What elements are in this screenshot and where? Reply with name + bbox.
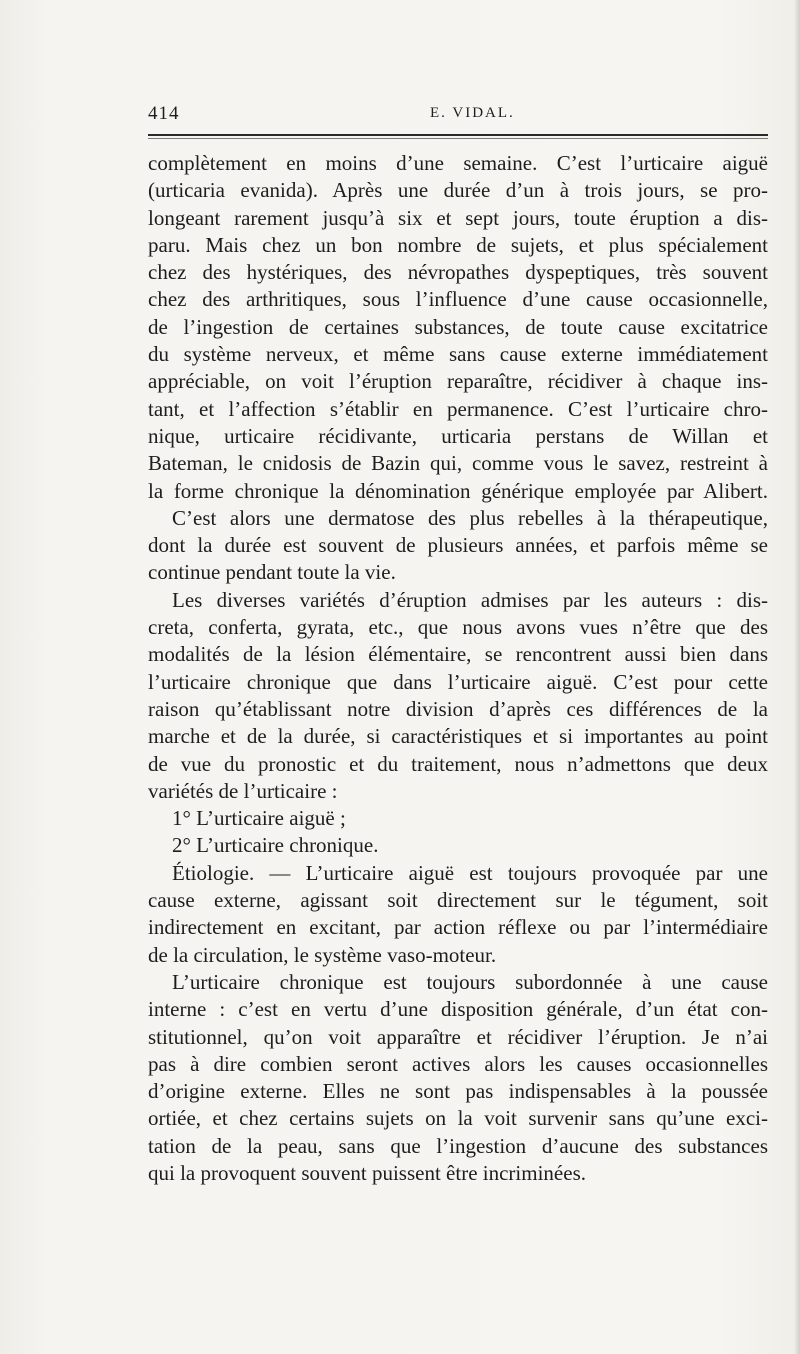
running-title: E. VIDAL. — [430, 105, 515, 121]
header-rule — [148, 134, 768, 136]
text-line: paru. Mais chez un bon nombre de sujets, et plus spécialement — [148, 232, 768, 257]
text-line: l’urticaire chronique que dans l’urticaire aiguë. C’est pour cette — [148, 669, 768, 694]
text-line: modalités de la lésion élémentaire, se rencontrent aussi bien dans — [148, 642, 768, 667]
text-line: stitutionnel, qu’on voit apparaître et récidiver l’éruption. Je n’ai — [148, 1024, 768, 1049]
text-line: complètement en moins d’une semaine. C’est l’urticaire aiguë — [148, 151, 768, 175]
text-line: cause externe, agissant soit directement sur le tégument, soit — [148, 888, 768, 913]
text-line: (urticaria evanida). Après une durée d’un à trois jours, se pro- — [148, 178, 768, 203]
text-line: tation de la peau, sans que l’ingestion d’aucune des substances — [148, 1133, 768, 1158]
body-text — [148, 150, 768, 1187]
text-line: pas à dire combien seront actives alors les causes occasionnelles — [148, 1051, 768, 1076]
page-edge-shadow — [794, 0, 800, 1354]
section-heading-line: Étiologie. — L’urticaire aiguë est toujours provoquée par une — [172, 860, 768, 885]
text-line: raison qu’établissant notre division d’après ces différences de la — [148, 696, 768, 721]
text-line: ortiée, et chez certains sujets on la voit survenir sans qu’une exci- — [148, 1106, 768, 1131]
text-line: marche et de la durée, si caractéristiques et si importantes au point — [148, 724, 768, 749]
text-line: de vue du pronostic et du traitement, nous n’admettons que deux — [148, 751, 768, 776]
text-line: tant, et l’affection s’établir en permanence. C’est l’urticaire chro- — [148, 396, 768, 421]
text-line: nique, urticaire récidivante, urticaria perstans de Willan et — [148, 423, 768, 448]
list-item: 1° L’urticaire aiguë ; — [172, 806, 346, 831]
text-line: dont la durée est souvent de plusieurs années, et parfois même se — [148, 533, 768, 558]
text-line: de l’ingestion de certaines substances, de toute cause excitatrice — [148, 314, 768, 339]
text-line: Les diverses variétés d’éruption admises par les auteurs : dis- — [172, 587, 768, 612]
page-number: 414 — [148, 103, 180, 124]
text-line: du système nerveux, et même sans cause externe immédiatement — [148, 342, 768, 367]
text-line: de la circulation, le système vaso-moteur. — [148, 942, 497, 967]
text-line: qui la provoquent souvent puissent être incriminées. — [148, 1160, 586, 1185]
text-line: variétés de l’urticaire : — [148, 778, 338, 803]
text-line: C’est alors une dermatose des plus rebelles à la thérapeutique, — [172, 505, 768, 530]
text-line: L’urticaire chronique est toujours subordonnée à une cause — [172, 969, 768, 994]
header-rule-thin — [148, 138, 768, 139]
text-line: appréciable, on voit l’éruption reparaître, récidiver à chaque ins- — [148, 369, 768, 394]
text-line: Bateman, le cnidosis de Bazin qui, comme vous le savez, restreint à — [148, 451, 768, 476]
running-head — [148, 103, 768, 129]
text-line: d’origine externe. Elles ne sont pas indispensables à la poussée — [148, 1079, 768, 1104]
list-item: 2° L’urticaire chronique. — [172, 833, 379, 858]
text-line: la forme chronique la dénomination générique employée par Alibert. — [148, 478, 768, 503]
text-line: indirectement en excitant, par action réflexe ou par l’intermédiaire — [148, 915, 768, 940]
text-line: continue pendant toute la vie. — [148, 560, 396, 585]
text-line: creta, conferta, gyrata, etc., que nous avons vues n’être que des — [148, 615, 768, 640]
text-line: chez des hystériques, des névropathes dyspeptiques, très souvent — [148, 260, 768, 285]
text-line: longeant rarement jusqu’à six et sept jours, toute éruption a dis- — [148, 205, 768, 230]
text-line: chez des arthritiques, sous l’influence d’une cause occasionnelle, — [148, 287, 768, 312]
text-line: interne : c’est en vertu d’une disposition générale, d’un état con- — [148, 997, 768, 1022]
